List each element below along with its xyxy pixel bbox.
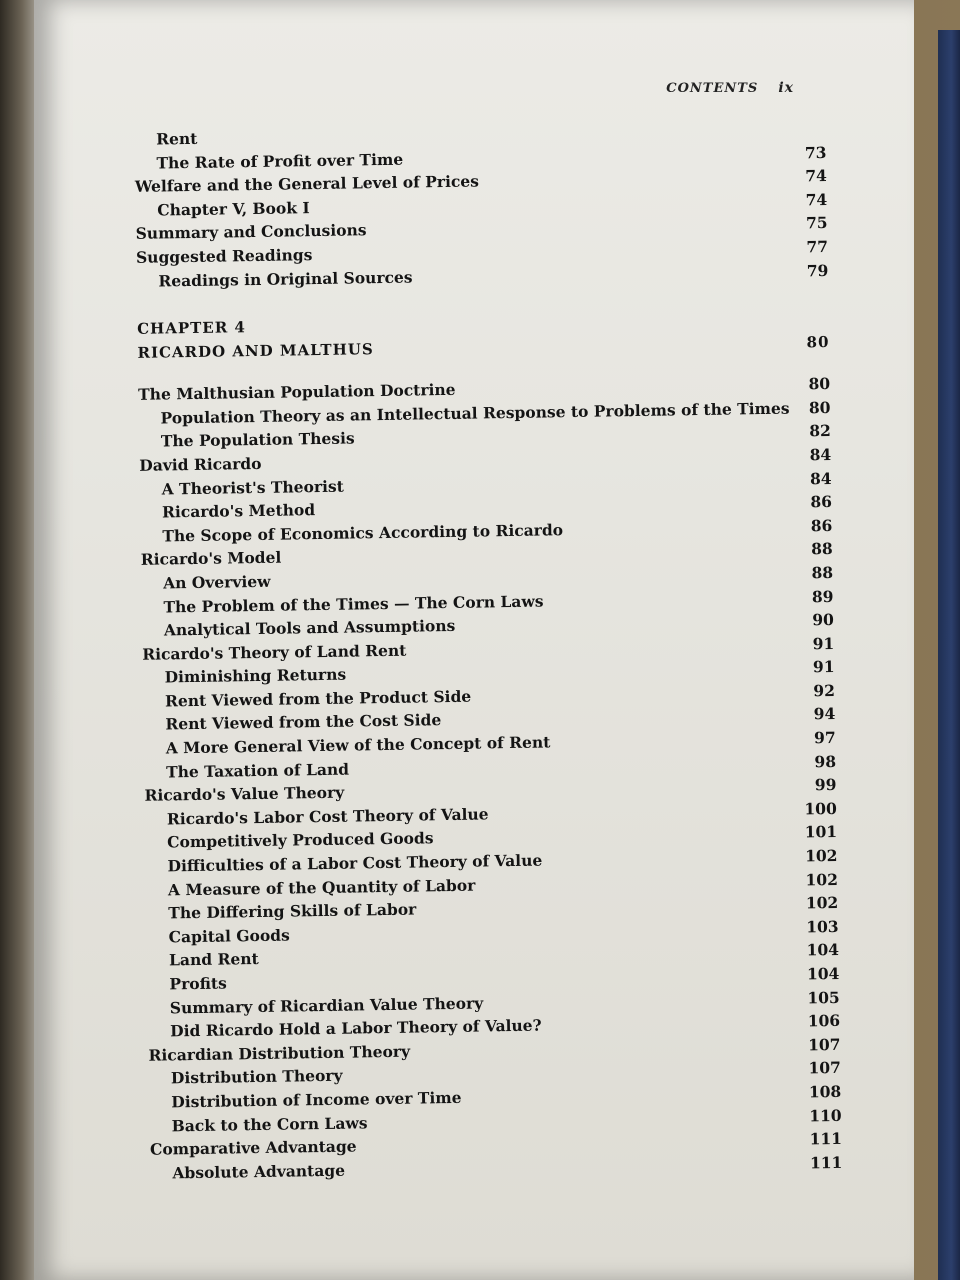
toc-entry-title: Distribution of Income over Time — [171, 1087, 462, 1112]
toc-entry-page: 102 — [805, 845, 838, 866]
toc-entry-title: Analytical Tools and Assumptions — [163, 615, 456, 640]
toc-entry-title: Suggested Readings — [135, 245, 313, 267]
toc-entry-page: 108 — [808, 1081, 842, 1102]
toc-entry-title: Ricardo's Method — [161, 500, 316, 522]
toc-entry-title: The Population Thesis — [160, 428, 355, 451]
toc-entry-title: Ricardo's Labor Cost Theory of Value — [166, 804, 489, 829]
toc-entry-page: 89 — [811, 586, 834, 606]
toc-entry-title: Ricardo's Model — [140, 547, 282, 570]
toc-entry-title: Competitively Produced Goods — [167, 828, 434, 852]
toc-entry-title: The Differing Skills of Labor — [168, 899, 417, 923]
toc-entry-title: The Malthusian Population Doctrine — [138, 380, 456, 404]
top-entries — [126, 117, 829, 293]
toc-entry-page: 106 — [807, 1011, 841, 1031]
toc-entry-title: Comparative Advantage — [149, 1136, 357, 1159]
toc-entry-page: 75 — [805, 213, 828, 233]
toc-entry-title: David Ricardo — [139, 453, 262, 475]
toc-entry-page: 84 — [809, 468, 832, 488]
toc-entry-page: 86 — [810, 515, 833, 536]
toc-entry-page: 98 — [814, 751, 837, 771]
book-cover-edge — [938, 30, 960, 1280]
toc-entry-title: Rent Viewed from the Cost Side — [165, 710, 442, 734]
toc-entry-title: Chapter V, Book I — [157, 197, 310, 220]
toc-entry-title: Rent — [156, 128, 198, 149]
chapter-title: RICARDO AND MALTHUS — [137, 340, 374, 363]
running-head-label: CONTENTS — [666, 81, 759, 96]
toc-entry-title: Ricardo's Value Theory — [144, 782, 345, 806]
toc-entry-title: Ricardian Distribution Theory — [148, 1041, 411, 1065]
toc-entry-title: The Problem of the Times — The Corn Laws — [163, 591, 544, 616]
toc-entry-page: 103 — [806, 916, 839, 937]
toc-entry-page: 102 — [805, 893, 839, 913]
toc-entry-title: Absolute Advantage — [172, 1160, 346, 1183]
toc-entry-page: 88 — [810, 539, 833, 559]
toc-entry-page: 100 — [804, 798, 837, 819]
toc-entry-page: 80 — [808, 374, 831, 394]
toc-entry-title: Land Rent — [168, 949, 259, 970]
toc-entry-page: 84 — [809, 444, 832, 465]
table-of-contents — [126, 117, 843, 1185]
toc-entry-title: The Taxation of Land — [165, 759, 350, 782]
toc-entry-page: 74 — [805, 166, 827, 186]
toc-entry-title: Diminishing Returns — [164, 664, 347, 687]
chapter-number: CHAPTER 4 — [137, 318, 247, 339]
toc-entry-page: 77 — [806, 236, 829, 257]
contents-page — [34, 0, 914, 1280]
toc-entry-page: 74 — [805, 189, 828, 210]
toc-entry-title: A Theorist's Theorist — [161, 476, 344, 499]
toc-entry-page: 82 — [809, 421, 831, 441]
toc-entry-title: A More General View of the Concept of Rent — [165, 732, 551, 758]
toc-entry-page: 91 — [812, 657, 835, 677]
toc-entry-page: 101 — [804, 822, 838, 842]
toc-entry-page: 107 — [807, 1034, 841, 1055]
toc-entry-title: Difficulties of a Labor Cost Theory of Value — [167, 850, 543, 876]
toc-entry-page: 92 — [813, 680, 836, 701]
toc-entry-title: Capital Goods — [168, 925, 290, 947]
toc-entry-title: The Scope of Economics According to Ricardo — [162, 519, 564, 546]
toc-entry-title: Did Ricardo Hold a Labor Theory of Value? — [170, 1015, 542, 1041]
toc-entry-page: 91 — [812, 633, 835, 653]
running-head-page: ix — [778, 80, 794, 96]
toc-entry-page: 102 — [805, 869, 839, 890]
toc-entry-title: A Measure of the Quantity of Labor — [167, 875, 476, 900]
chapter-entries — [130, 372, 843, 1185]
toc-entry-page: 104 — [806, 940, 840, 960]
toc-entry-page: 79 — [806, 260, 829, 280]
toc-entry-page: 86 — [810, 492, 833, 512]
chapter-page: 80 — [806, 333, 830, 352]
toc-entry-page: 105 — [807, 987, 840, 1007]
toc-entry-title: Summary and Conclusions — [135, 220, 367, 244]
toc-entry-title: Distribution Theory — [170, 1066, 343, 1088]
toc-entry-title: Back to the Corn Laws — [171, 1112, 368, 1135]
toc-entry-page: 99 — [814, 775, 837, 795]
toc-entry-title: Population Theory as an Intellectual Response to Problems of the Times — [160, 398, 790, 428]
toc-entry-page: 73 — [804, 142, 827, 162]
toc-entry-page: 111 — [809, 1152, 843, 1173]
toc-entry-page: 97 — [813, 727, 836, 748]
toc-entry-page: 88 — [811, 562, 834, 583]
toc-entry-page: 107 — [808, 1058, 841, 1078]
toc-entry-title: Ricardo's Theory of Land Rent — [142, 640, 407, 664]
toc-entry-title: Summary of Ricardian Value Theory — [169, 993, 484, 1018]
toc-entry-title: Welfare and the General Level of Prices — [134, 171, 480, 197]
toc-entry-page: 111 — [809, 1129, 843, 1149]
toc-entry-title: Readings in Original Sources — [158, 267, 413, 291]
toc-entry-title: Profits — [169, 973, 227, 994]
running-head — [34, 80, 794, 96]
toc-entry-page: 104 — [806, 963, 840, 984]
toc-entry-title: Rent Viewed from the Product Side — [164, 686, 472, 711]
toc-entry-title: An Overview — [163, 571, 271, 593]
toc-entry-page: 94 — [813, 704, 836, 724]
toc-entry-page: 90 — [812, 610, 834, 630]
toc-entry-page: 80 — [808, 397, 831, 418]
toc-entry-title: The Rate of Profit over Time — [156, 149, 404, 173]
toc-entry-page: 110 — [809, 1105, 842, 1125]
